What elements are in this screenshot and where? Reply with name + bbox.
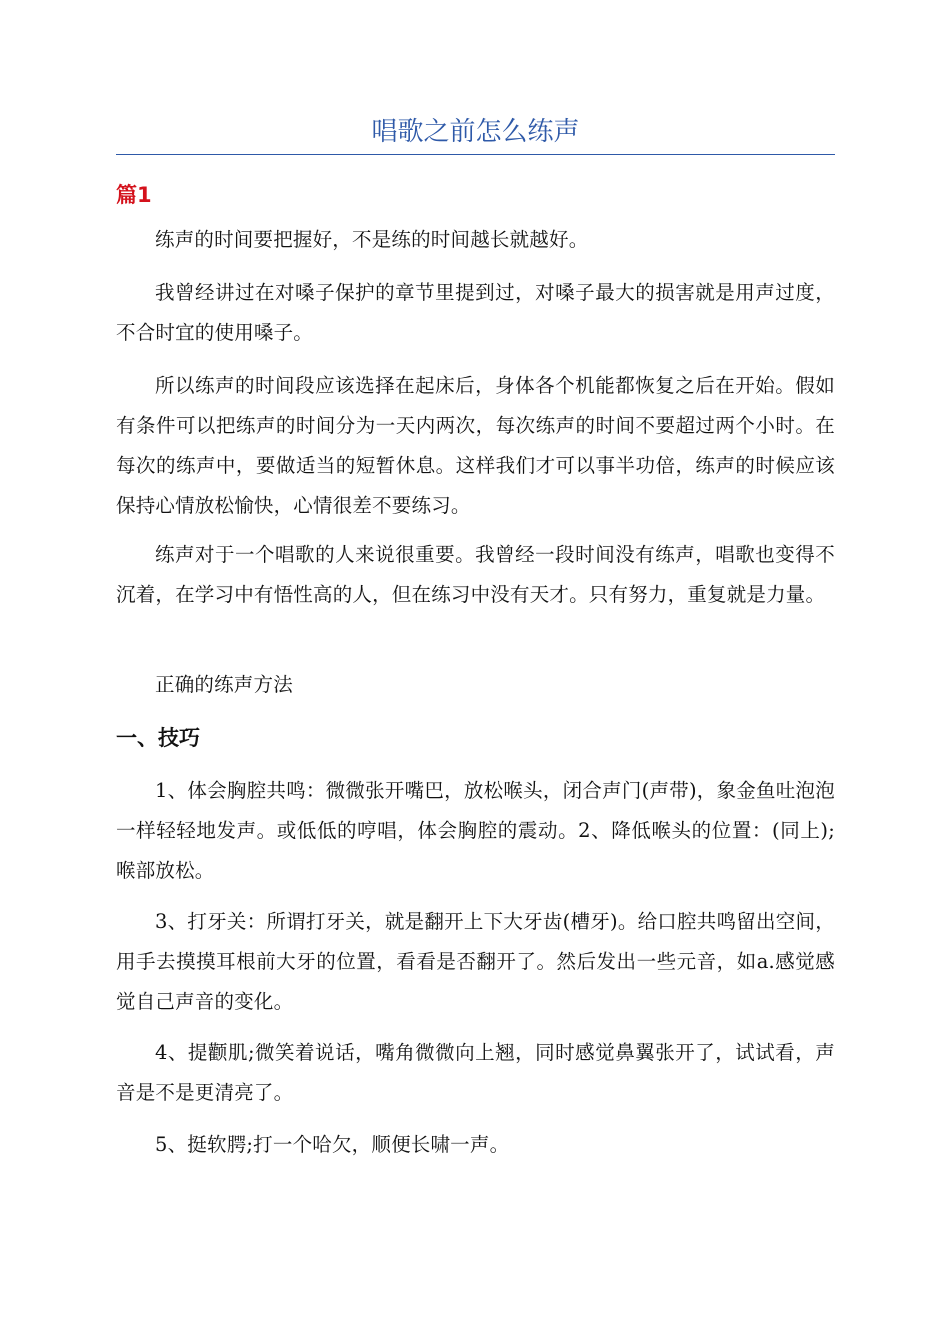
body-paragraph: 正确的练声方法 [155,673,293,696]
skill-paragraph: 5、挺软腭;打一个哈欠，顺便长啸一声。 [155,1133,510,1156]
body-paragraph: 我曾经讲过在对嗓子保护的章节里提到过，对嗓子最大的损害就是用声过度，不合时宜的使用嗓子。 [116,281,835,344]
body-paragraph: 所以练声的时间段应该选择在起床后，身体各个机能都恢复之后在开始。假如有条件可以把练声的时间分为一天内两次，每次练声的时间不要超过两个小时。在每次的练声中，要做适当的短暂休息。这样我们才可以事半功倍，练声的时候应该保持心情放松愉快，心情很差不要练习。 [116,374,835,517]
section-label: 篇1 [116,183,152,207]
document-title: 唱歌之前怎么练声 [371,117,580,147]
body-paragraph: 练声对于一个唱歌的人来说很重要。我曾经一段时间没有练声，唱歌也变得不沉着，在学习中有悟性高的人，但在练习中没有天才。只有努力，重复就是力量。 [116,543,835,606]
skill-paragraph: 4、提颧肌;微笑着说话，嘴角微微向上翘，同时感觉鼻翼张开了，试试看，声音是不是更清亮了。 [116,1041,835,1104]
skill-paragraph: 3、打牙关：所谓打牙关，就是翻开上下大牙齿(槽牙)。给口腔共鸣留出空间，用手去摸摸耳根前大牙的位置，看看是否翻开了。然后发出一些元音，如a.感觉感觉自己声音的变化。 [116,910,835,1013]
section-heading: 一、技巧 [116,726,200,750]
body-paragraph: 练声的时间要把握好，不是练的时间越长就越好。 [155,228,589,251]
skill-paragraph: 1、体会胸腔共鸣：微微张开嘴巴，放松喉头，闭合声门(声带)，象金鱼吐泡泡一样轻轻地发声。或低低的哼唱，体会胸腔的震动。2、降低喉头的位置：(同上);喉部放松。 [116,779,835,882]
title-underline-divider [116,154,835,155]
